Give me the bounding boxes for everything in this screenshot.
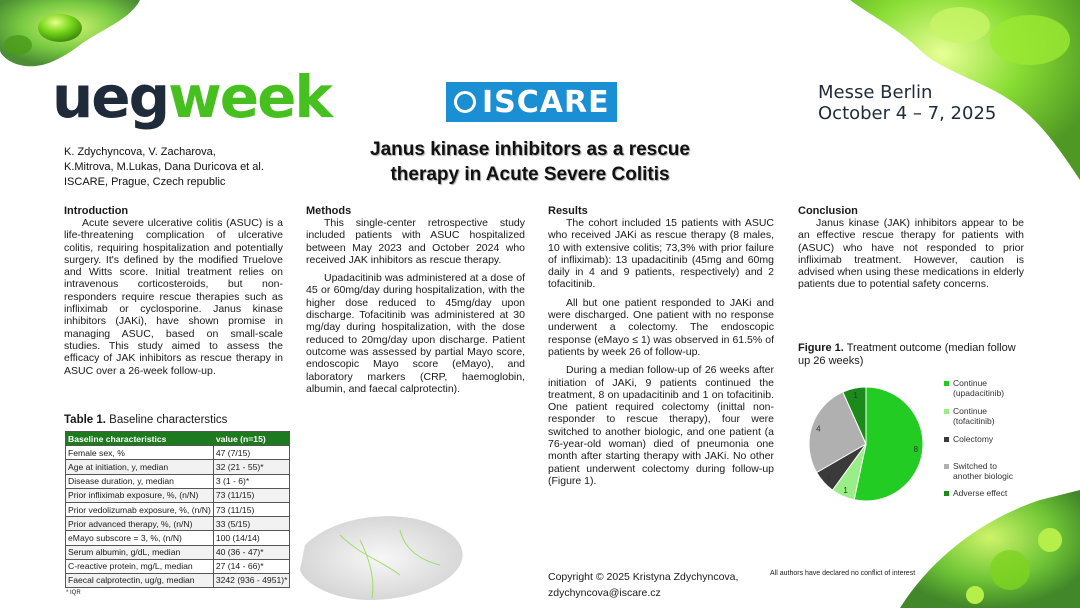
table-cell: Prior infliximab exposure, %, (n/N) <box>66 488 214 502</box>
legend-item-colectomy <box>944 434 1054 444</box>
legend-swatch <box>944 409 949 414</box>
pie-data-label: 1 <box>853 390 858 400</box>
figure-caption <box>798 342 1028 368</box>
table-cell: 73 (11/15) <box>213 502 290 516</box>
pie-data-label: 1 <box>826 473 831 483</box>
introduction-heading: Introduction <box>64 205 129 217</box>
logo-ueg-text: ueg <box>52 63 169 131</box>
conclusion-section <box>798 205 1024 297</box>
copyright-block <box>548 569 738 601</box>
title-line-1: Janus kinase inhibitors as a rescue <box>370 139 690 160</box>
legend-swatch <box>944 491 949 496</box>
table-caption-text: Baseline characterstics <box>105 414 228 426</box>
title-line-2: therapy in Acute Severe Colitis <box>390 164 670 185</box>
treatment-outcome-pie-chart <box>808 382 938 507</box>
table-row <box>66 573 290 587</box>
legend-item-switched-biologic <box>944 461 1054 481</box>
table-cell: 40 (36 - 47)* <box>213 545 290 559</box>
table-cell: Prior advanced therapy, %, (n/N) <box>66 517 214 531</box>
iscare-logo <box>446 82 617 122</box>
table-cell: Disease duration, y, median <box>66 474 214 488</box>
table-header-characteristic: Baseline characteristics <box>66 432 214 446</box>
table-cell: Age at initiation, y, median <box>66 460 214 474</box>
legend-label: Adverse effect <box>953 488 1008 498</box>
table-caption <box>64 414 227 426</box>
poster-title <box>320 137 740 187</box>
table-cell: Serum albumin, g/dL, median <box>66 545 214 559</box>
table-cell: Prior vedolizumab exposure, %, (n/N) <box>66 502 214 516</box>
legend-label: Continue <box>953 406 988 416</box>
iscare-logo-text: ISCARE <box>482 84 610 120</box>
table-caption-label: Table 1. <box>64 414 106 426</box>
legend-label: Continue <box>953 378 988 388</box>
table-row <box>66 460 290 474</box>
figure-caption-label: Figure 1. <box>798 342 844 354</box>
table-cell: 73 (11/15) <box>213 488 290 502</box>
table-row <box>66 488 290 502</box>
conclusion-heading: Conclusion <box>798 205 858 217</box>
legend-swatch <box>944 437 949 442</box>
table-row <box>66 474 290 488</box>
venue-location: Messe Berlin <box>818 82 933 103</box>
table-row <box>66 545 290 559</box>
results-paragraph-3: During a median follow-up of 26 weeks after initiation of JAKi, 9 patients continued the treatment, 8 on upadacitinib and 1 on tofacitinib. One patient required colectomy (inittal non-responder to rescue therapy), four were switched to another biologic, and one patient (a 76-year-old woman) died of pneumonia one month after starting therapy with JAKi. No other patient underwent colectomy during follow-up (Figure 1). <box>548 364 774 487</box>
results-heading: Results <box>548 205 588 217</box>
table-cell: 27 (14 - 66)* <box>213 559 290 573</box>
table-cell: eMayo subscore = 3, %, (n/N) <box>66 531 214 545</box>
legend-label: another biologic <box>953 471 1014 481</box>
authors-block <box>64 145 264 190</box>
conclusion-text: Janus kinase (JAK) inhibitors appear to be an effective rescue therapy for patients with (ASUC) who have not responded to prior infliximab treatment. However, caution is advised when using these medications in elderly patients due to potential safety concerns. <box>798 217 1024 291</box>
table-cell: 100 (14/14) <box>213 531 290 545</box>
table-cell: 3 (1 - 6)* <box>213 474 290 488</box>
table-row <box>66 531 290 545</box>
table-cell: 3242 (936 - 4951)* <box>213 573 290 587</box>
conflict-statement: All authors have declared no conflict of interest <box>770 570 916 577</box>
legend-item-continue-tofacitinib <box>944 406 1054 426</box>
iqr-footnote: * IQR <box>66 590 81 596</box>
methods-section <box>306 205 525 401</box>
authors-line-2: K.Mitrova, M.Lukas, Dana Duricova et al. <box>64 161 264 173</box>
results-paragraph-2: All but one patient responded to JAKi and were discharged. One patient with no response underwent a colectomy. The endoscopic response (eMayo ≤ 1) was observed in 61.5% of patients by week 26 of follow-up. <box>548 296 774 358</box>
figure-caption-text: Treatment outcome (median follow up 26 weeks) <box>798 342 1016 367</box>
pie-data-label: 8 <box>913 445 919 455</box>
legend-label: (tofacitinib) <box>953 416 995 426</box>
legend-label: (upadacitinib) <box>953 388 1005 398</box>
legend-label: Switched to <box>953 461 997 471</box>
legend-label: Colectomy <box>953 434 994 444</box>
table-cell: 47 (7/15) <box>213 446 290 460</box>
methods-paragraph-1: This single-center retrospective study included patients with ASUC hospitalized between May 2023 and October 2024 who received JAK inhibitors as rescue therapy. <box>306 217 525 266</box>
ueg-week-logo <box>52 63 331 131</box>
copyright-text: Copyright © 2025 Kristyna Zdychyncova, <box>548 571 739 583</box>
table-cell: 33 (5/15) <box>213 517 290 531</box>
iscare-ring-icon <box>454 91 476 113</box>
legend-item-adverse-effect <box>944 488 1054 498</box>
logo-week-text: week <box>168 63 331 131</box>
table-cell: Faecal calprotectin, ug/g, median <box>66 573 214 587</box>
venue-dates: October 4 – 7, 2025 <box>818 103 997 124</box>
table-cell: C-reactive protein, mg/L, median <box>66 559 214 573</box>
pie-data-label: 4 <box>816 424 821 434</box>
affiliation: ISCARE, Prague, Czech republic <box>64 176 226 188</box>
table-row <box>66 559 290 573</box>
pie-data-label: 1 <box>843 485 848 495</box>
methods-paragraph-2: Upadacitinib was administered at a dose of 45 or 60mg/day during hospitalization, with the higher dose reduced to 45mg/day upon discharge. Tofacitinib was administered at 30 mg/day during hospitalization, with the dose reduced to 20mg/day upon discharge. Patient outcome was assessed by partial Mayo score, endoscopic Mayo score (eMayo), and laboratory markers (CRP, haemoglobin, albumin, and faecal calprotectin). <box>306 272 525 395</box>
legend-item-continue-upadacitinib <box>944 378 1054 398</box>
legend-swatch <box>944 381 949 386</box>
contact-email: zdychyncova@iscare.cz <box>548 587 661 599</box>
legend-swatch <box>944 464 949 469</box>
table-header-value: value (n=15) <box>213 432 290 446</box>
table-row <box>66 517 290 531</box>
table-cell: Female sex, % <box>66 446 214 460</box>
venue-info <box>818 82 996 124</box>
authors-line-1: K. Zdychyncova, V. Zacharova, <box>64 146 216 158</box>
baseline-table <box>65 431 290 588</box>
methods-heading: Methods <box>306 205 352 217</box>
table-cell: 32 (21 - 55)* <box>213 460 290 474</box>
introduction-section <box>64 205 283 383</box>
results-paragraph-1: The cohort included 15 patients with ASUC who received JAKi as rescue therapy (8 males, 10 with extensive colitis; 73,3% with prior failure of infliximab): 13 upadacitinib (45mg and 60mg daily in 4 and 9 patients, respectively) and 2 tofacitinib. <box>548 217 774 291</box>
results-section <box>548 205 774 493</box>
table-row <box>66 502 290 516</box>
table-row <box>66 446 290 460</box>
introduction-text: Acute severe ulcerative colitis (ASUC) is a life-threatening complication of ulcerative colitis, requiring hospitalization and potentially surgery. It's defined by the modified Truelove and Witts score. Initial treatment relies on intravenous corticosteroids, but non-responders require rescue therapies such as infliximab or cyclosporine. Janus kinase inhibitors (JAKi), have shown promise in managing ASUC, based on small-scale studies. This study aimed to assess the efficacy of JAK inhibitors as rescue therapy in ASUC over a 26-week follow-up. <box>64 217 283 377</box>
